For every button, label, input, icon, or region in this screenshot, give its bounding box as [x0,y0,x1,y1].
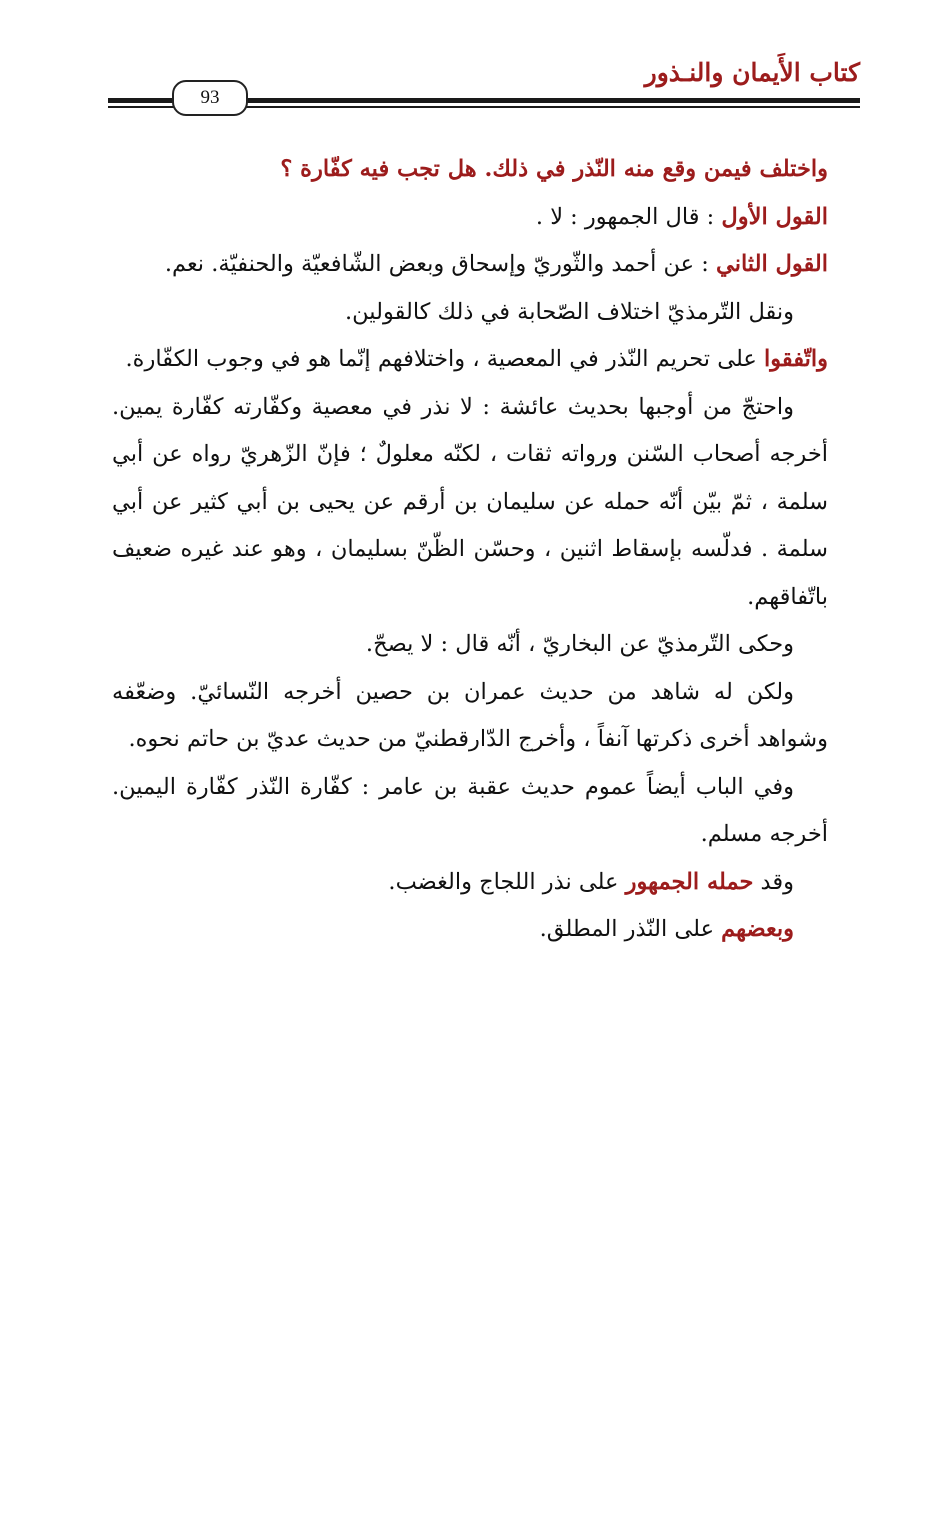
question-heading: واختلف فيمن وقع منه النّذر في ذلك. هل تجب فيه كفّارة ؟ [280,156,828,182]
tirmidhi-text: ونقل التّرمذيّ اختلاف الصّحابة في ذلك كالقولين. [345,298,794,325]
paragraph-imran-hadith [112,669,828,764]
some-label: وبعضهم [721,916,794,942]
first-opinion-text: : قال الجمهور : لا . [535,203,722,230]
paragraph-jumhur [112,859,828,907]
paragraph-question [112,146,828,194]
aisha-hadith-text: واحتجّ من أوجبها بحديث عائشة : لا نذر في معصية وكفّارته كفّارة يمين. أخرجه أصحاب السّنن ورواته ثقات ، لكنّه معلولٌ ؛ فإنّ الزّهريّ رواه عن أبي سلمة ، ثمّ بيّن أنّه حمله عن سليمان بن أرقم عن يحيى بن أبي كثير عن أبي سلمة . فدلّسه بإسقاط اثنين ، وحسّن الظّنّ بسليمان ، وهو عند غيره ضعيف باتّفاقهم. [112,393,828,610]
imran-hadith-text: ولكن له شاهد من حديث عمران بن حصين أخرجه النّسائيّ. وضعّفه وشواهد أخرى ذكرتها آنفاً ، وأخرج الدّارقطنيّ من حديث عديّ بن حاتم نحوه. [112,678,828,752]
paragraph-first-opinion [112,194,828,242]
bukhari-text: وحكى التّرمذيّ عن البخاريّ ، أنّه قال : لا يصحّ. [365,631,794,657]
paragraph-some-of-them [112,906,828,954]
second-opinion-label: القول الثاني [715,251,828,277]
some-text: على النّذر المطلق. [539,916,722,942]
page-header [108,52,860,122]
first-opinion-label: القول الأول [721,203,828,230]
page-number-badge: 93 [172,80,248,116]
jumhur-label: حمله الجمهور [625,868,754,895]
paragraph-aisha-hadith [112,384,828,622]
paragraph-second-opinion [112,241,828,289]
paragraph-uqba-hadith [112,764,828,859]
paragraph-bukhari [112,621,828,669]
book-title: كتاب الأَيمان والنـذور [644,58,860,87]
uqba-hadith-text: وفي الباب أيضاً عموم حديث عقبة بن عامر : كفّارة النّذر كفّارة اليمين. أخرجه مسلم. [112,773,828,847]
agreement-text: على تحريم النّذر في المعصية ، واختلافهم إنّما هو في وجوب الكفّارة. [125,346,764,372]
agreement-label: واتّفقوا [763,346,828,372]
body-text [112,146,828,954]
paragraph-tirmidhi [112,289,828,337]
jumhur-prefix: وقد [753,868,794,895]
paragraph-agreement [112,336,828,384]
jumhur-text: على نذر اللجاج والغضب. [388,868,626,895]
second-opinion-text: : عن أحمد والثّوريّ وإسحاق وبعض الشّافعيّة والحنفيّة. نعم. [164,251,716,277]
